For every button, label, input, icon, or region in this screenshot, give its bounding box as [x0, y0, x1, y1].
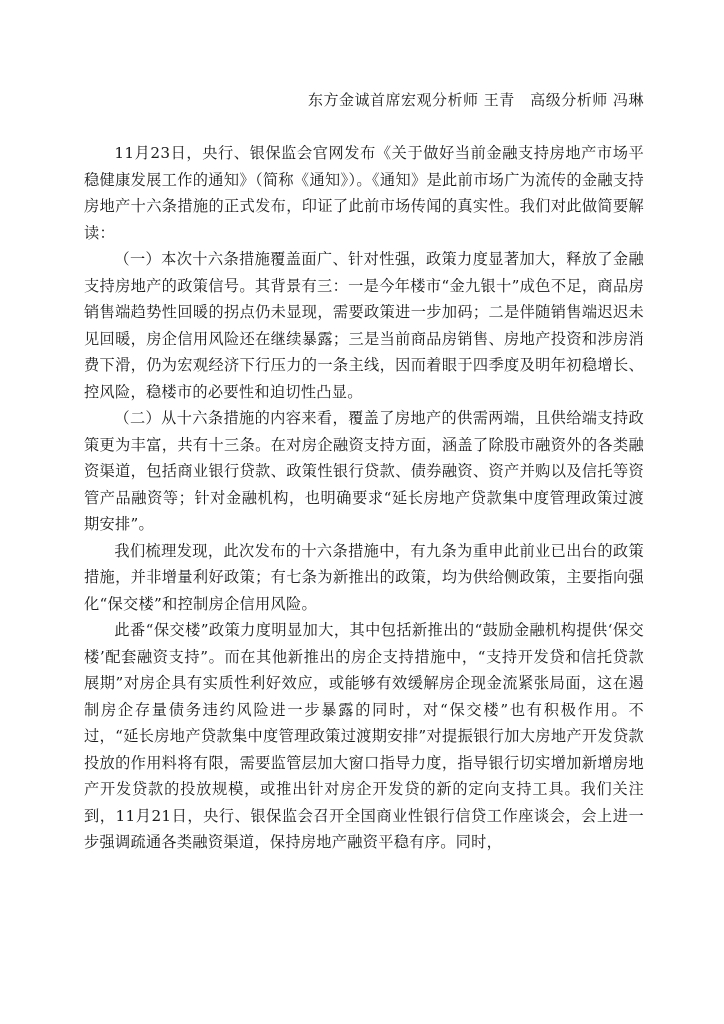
- document-page: [84, 88, 644, 856]
- author-byline: 东方金诚首席宏观分析师 王青 高级分析师 冯琳: [307, 91, 644, 109]
- paragraph-point-one: （一）本次十六条措施覆盖面广、针对性强，政策力度显著加大，释放了金融支持房地产的政策信号。其背景有三：一是今年楼市“金九银十”成色不足，商品房销售端趋势性回暖的拐点仍未显现，需要政策进一步加码；二是伴随销售端迟迟未见回暖，房企信用风险还在继续暴露；三是当前商品房销售、房地产投资和涉房消费下滑，仍为宏观经济下行压力的一条主线，因而着眼于四季度及明年初稳增长、控风险，稳楼市的必要性和迫切性凸显。: [84, 250, 644, 401]
- paragraph-analysis: 我们梳理发现，此次发布的十六条措施中，有九条为重申此前业已出台的政策措施，并非增量利好政策；有七条为新推出的政策，均为供给侧政策，主要指向强化“保交楼”和控制房企信用风险。: [84, 541, 644, 613]
- paragraph-point-two: （二）从十六条措施的内容来看，覆盖了房地产的供需两端，且供给端支持政策更为丰富，共有十三条。在对房企融资支持方面，涵盖了除股市融资外的各类融资渠道，包括商业银行贷款、政策性银行贷款、债券融资、资产并购以及信托等资管产品融资等；针对金融机构，也明确要求“延长房地产贷款集中度管理政策过渡期安排”。: [84, 409, 644, 533]
- paragraph-protect-delivery: 此番“保交楼”政策力度明显加大，其中包括新推出的“鼓励金融机构提供‘保交楼’配套融资支持”。而在其他新推出的房企支持措施中，“支持开发贷和信托贷款展期”对房企具有实质性利好效应，或能够有效缓解房企现金流紧张局面，这在遏制房企存量债务违约风险进一步暴露的同时，对“保交楼”也有积极作用。不过，“延长房地产贷款集中度管理政策过渡期安排”对提振银行加大房地产开发贷款投放的作用料将有限，需要监管层加大窗口指导力度，指导银行切实增加新增房地产开发贷款的投放规模，或推出针对房企开发贷的新的定向支持工具。我们关注到，11月21日，央行、银保监会召开全国商业性银行信贷工作座谈会，会上进一步强调疏通各类融资渠道，保持房地产融资平稳有序。同时，: [84, 621, 644, 851]
- paragraph-intro: 11月23日，央行、银保监会官网发布《关于做好当前金融支持房地产市场平稳健康发展工作的通知》（简称《通知》）。《通知》是此前市场广为流传的金融支持房地产十六条措施的正式发布，印证了此前市场传闻的真实性。我们对此做简要解读：: [84, 144, 644, 242]
